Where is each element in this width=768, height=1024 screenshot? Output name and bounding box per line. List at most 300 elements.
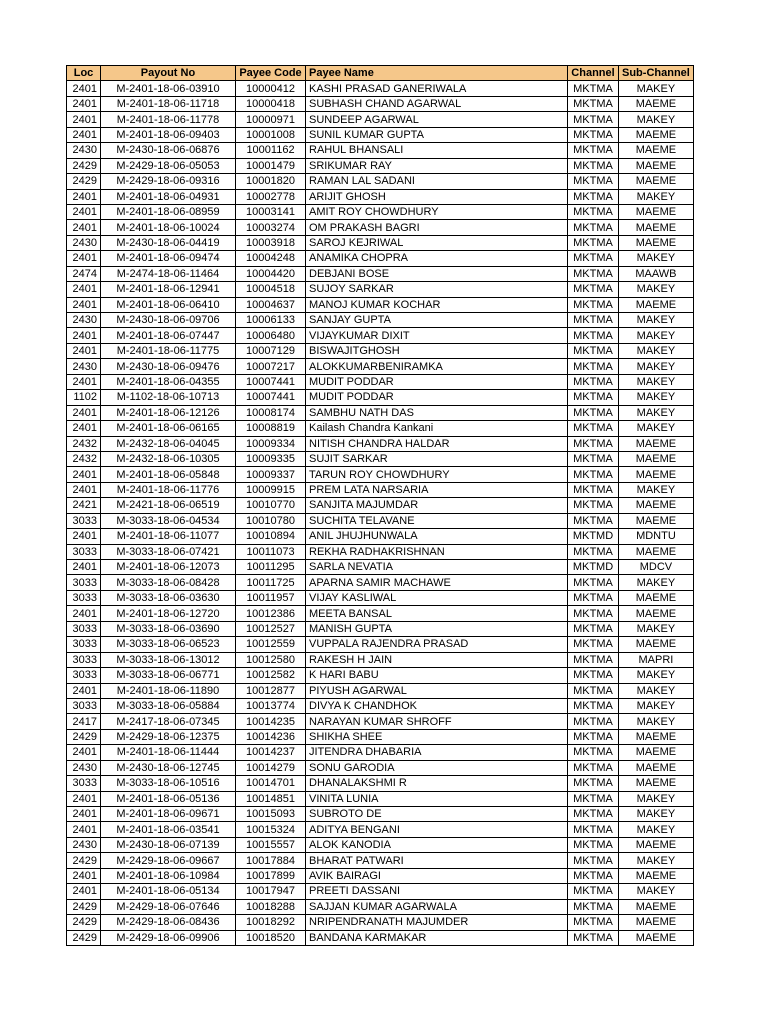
channel-cell: MKTMA — [568, 220, 619, 235]
payout-no-cell: M-3033-18-06-07421 — [101, 544, 236, 559]
table-row — [67, 606, 694, 621]
table-row — [67, 560, 694, 575]
loc-cell: 2429 — [67, 915, 101, 930]
channel-cell: MKTMA — [568, 81, 619, 96]
channel-cell: MKTMA — [568, 683, 619, 698]
channel-cell: MKTMA — [568, 606, 619, 621]
payee-name-cell: AVIK BAIRAGI — [306, 868, 568, 883]
payout-no-cell: M-3033-18-06-03630 — [101, 590, 236, 605]
payout-no-cell: M-3033-18-06-03690 — [101, 621, 236, 636]
payout-no-cell: M-2401-18-06-05848 — [101, 467, 236, 482]
table-row — [67, 297, 694, 312]
table-row — [67, 698, 694, 713]
payee-name-cell: SANJAY GUPTA — [306, 313, 568, 328]
channel-cell: MKTMA — [568, 698, 619, 713]
payout-no-cell: M-2430-18-06-09706 — [101, 313, 236, 328]
payout-no-cell: M-3033-18-06-06523 — [101, 637, 236, 652]
payout-no-cell: M-2401-18-06-10984 — [101, 868, 236, 883]
payee-code-cell: 10010770 — [236, 498, 306, 513]
sub-channel-cell: MAKEY — [619, 282, 694, 297]
channel-cell: MKTMA — [568, 637, 619, 652]
payee-code-cell: 10011725 — [236, 575, 306, 590]
payout-no-cell: M-2401-18-06-09474 — [101, 251, 236, 266]
payee-code-cell: 10015093 — [236, 807, 306, 822]
payout-no-cell: M-2432-18-06-04045 — [101, 436, 236, 451]
table-row — [67, 421, 694, 436]
payee-name-cell: MEETA BANSAL — [306, 606, 568, 621]
payee-code-cell: 10002778 — [236, 189, 306, 204]
loc-cell: 2401 — [67, 328, 101, 343]
payee-code-cell: 10014279 — [236, 760, 306, 775]
loc-cell: 2429 — [67, 158, 101, 173]
channel-cell: MKTMA — [568, 374, 619, 389]
loc-cell: 2401 — [67, 343, 101, 358]
loc-cell: 2421 — [67, 498, 101, 513]
sub-channel-cell: MAKEY — [619, 81, 694, 96]
sub-channel-cell: MAEME — [619, 297, 694, 312]
table-row — [67, 158, 694, 173]
table-row — [67, 374, 694, 389]
payee-name-cell: ALOKKUMARBENIRAMKA — [306, 359, 568, 374]
channel-cell: MKTMA — [568, 189, 619, 204]
sub-channel-cell: MAEME — [619, 760, 694, 775]
loc-cell: 3033 — [67, 637, 101, 652]
table-row — [67, 899, 694, 914]
payee-name-cell: SUNIL KUMAR GUPTA — [306, 127, 568, 142]
payee-name-cell: VUPPALA RAJENDRA PRASAD — [306, 637, 568, 652]
table-row — [67, 915, 694, 930]
loc-cell: 2401 — [67, 112, 101, 127]
sub-channel-cell: MAEME — [619, 127, 694, 142]
payout-no-cell: M-2432-18-06-10305 — [101, 451, 236, 466]
channel-cell: MKTMA — [568, 930, 619, 945]
channel-cell: MKTMA — [568, 807, 619, 822]
channel-cell: MKTMA — [568, 590, 619, 605]
loc-cell: 2432 — [67, 436, 101, 451]
table-row — [67, 359, 694, 374]
payout-no-cell: M-2401-18-06-05136 — [101, 791, 236, 806]
table-row — [67, 189, 694, 204]
sub-channel-cell: MAEME — [619, 606, 694, 621]
payout-no-cell: M-1102-18-06-10713 — [101, 390, 236, 405]
channel-cell: MKTMA — [568, 143, 619, 158]
sub-channel-cell: MAKEY — [619, 374, 694, 389]
payee-code-cell: 10006133 — [236, 313, 306, 328]
sub-channel-cell: MAKEY — [619, 482, 694, 497]
payout-no-cell: M-2401-18-06-06410 — [101, 297, 236, 312]
sub-channel-cell: MAKEY — [619, 390, 694, 405]
sub-channel-cell: MAEME — [619, 220, 694, 235]
channel-cell: MKTMA — [568, 884, 619, 899]
loc-cell: 2401 — [67, 791, 101, 806]
loc-cell: 2401 — [67, 421, 101, 436]
sub-channel-cell: MAPRI — [619, 652, 694, 667]
table-row — [67, 112, 694, 127]
sub-channel-cell: MAEME — [619, 174, 694, 189]
payout-no-cell: M-2401-18-06-11890 — [101, 683, 236, 698]
loc-cell: 2401 — [67, 127, 101, 142]
table-row — [67, 930, 694, 945]
table-row — [67, 436, 694, 451]
loc-cell: 3033 — [67, 621, 101, 636]
payee-name-cell: SAMBHU NATH DAS — [306, 405, 568, 420]
channel-cell: MKTMA — [568, 714, 619, 729]
sub-channel-cell: MAEME — [619, 899, 694, 914]
payee-name-cell: NARAYAN KUMAR SHROFF — [306, 714, 568, 729]
loc-cell: 2401 — [67, 807, 101, 822]
sub-channel-cell: MAEME — [619, 204, 694, 219]
sub-channel-cell: MAEME — [619, 915, 694, 930]
sub-channel-cell: MAKEY — [619, 668, 694, 683]
loc-cell: 3033 — [67, 698, 101, 713]
payee-code-cell: 10017947 — [236, 884, 306, 899]
payee-code-cell: 10001008 — [236, 127, 306, 142]
channel-cell: MKTMA — [568, 436, 619, 451]
payout-no-cell: M-2401-18-06-12073 — [101, 560, 236, 575]
payee-name-cell: ALOK KANODIA — [306, 837, 568, 852]
table-row — [67, 513, 694, 528]
payee-name-cell: SUBHASH CHAND AGARWAL — [306, 96, 568, 111]
table-row — [67, 343, 694, 358]
sub-channel-cell: MAKEY — [619, 575, 694, 590]
payout-no-cell: M-2401-18-06-04931 — [101, 189, 236, 204]
loc-cell: 2429 — [67, 853, 101, 868]
sub-channel-cell: MAEME — [619, 451, 694, 466]
table-row — [67, 251, 694, 266]
payout-no-cell: M-2401-18-06-06165 — [101, 421, 236, 436]
sub-channel-cell: MAKEY — [619, 359, 694, 374]
payout-no-cell: M-2429-18-06-09906 — [101, 930, 236, 945]
header-payee-name: Payee Name — [306, 66, 568, 81]
table-row — [67, 529, 694, 544]
sub-channel-cell: MAKEY — [619, 328, 694, 343]
payee-code-cell: 10009337 — [236, 467, 306, 482]
table-row — [67, 204, 694, 219]
sub-channel-cell: MAEME — [619, 513, 694, 528]
channel-cell: MKTMA — [568, 112, 619, 127]
table-row — [67, 837, 694, 852]
channel-cell: MKTMA — [568, 482, 619, 497]
loc-cell: 2401 — [67, 822, 101, 837]
channel-cell: MKTMA — [568, 343, 619, 358]
payee-code-cell: 10000971 — [236, 112, 306, 127]
payee-code-cell: 10015324 — [236, 822, 306, 837]
payee-code-cell: 10012386 — [236, 606, 306, 621]
sub-channel-cell: MAEME — [619, 96, 694, 111]
loc-cell: 2430 — [67, 359, 101, 374]
table-row — [67, 760, 694, 775]
channel-cell: MKTMA — [568, 235, 619, 250]
payee-name-cell: JITENDRA DHABARIA — [306, 745, 568, 760]
payee-code-cell: 10010894 — [236, 529, 306, 544]
payee-code-cell: 10018288 — [236, 899, 306, 914]
payout-no-cell: M-2401-18-06-12126 — [101, 405, 236, 420]
channel-cell: MKTMA — [568, 282, 619, 297]
table-row — [67, 482, 694, 497]
loc-cell: 2401 — [67, 282, 101, 297]
loc-cell: 2401 — [67, 220, 101, 235]
table-row — [67, 81, 694, 96]
sub-channel-cell: MAAWB — [619, 266, 694, 281]
table-row — [67, 328, 694, 343]
sub-channel-cell: MAEME — [619, 143, 694, 158]
sub-channel-cell: MAEME — [619, 837, 694, 852]
loc-cell: 3033 — [67, 652, 101, 667]
payout-no-cell: M-2417-18-06-07345 — [101, 714, 236, 729]
channel-cell: MKTMA — [568, 405, 619, 420]
payee-code-cell: 10009915 — [236, 482, 306, 497]
channel-cell: MKTMA — [568, 899, 619, 914]
payout-no-cell: M-2401-18-06-08959 — [101, 204, 236, 219]
sub-channel-cell: MAKEY — [619, 683, 694, 698]
payee-code-cell: 10008174 — [236, 405, 306, 420]
loc-cell: 2430 — [67, 837, 101, 852]
payee-name-cell: BANDANA KARMAKAR — [306, 930, 568, 945]
payout-no-cell: M-3033-18-06-05884 — [101, 698, 236, 713]
payout-no-cell: M-2401-18-06-03541 — [101, 822, 236, 837]
loc-cell: 2401 — [67, 204, 101, 219]
channel-cell: MKTMA — [568, 853, 619, 868]
payee-code-cell: 10004637 — [236, 297, 306, 312]
table-row — [67, 807, 694, 822]
payout-no-cell: M-2429-18-06-12375 — [101, 729, 236, 744]
table-row — [67, 729, 694, 744]
channel-cell: MKTMA — [568, 621, 619, 636]
payout-no-cell: M-2401-18-06-07447 — [101, 328, 236, 343]
payee-code-cell: 10012527 — [236, 621, 306, 636]
payee-name-cell: PREM LATA NARSARIA — [306, 482, 568, 497]
payout-no-cell: M-2401-18-06-11077 — [101, 529, 236, 544]
sub-channel-cell: MAKEY — [619, 853, 694, 868]
loc-cell: 3033 — [67, 668, 101, 683]
table-body — [67, 81, 694, 946]
payout-no-cell: M-2401-18-06-12720 — [101, 606, 236, 621]
payee-code-cell: 10001479 — [236, 158, 306, 173]
payee-name-cell: VIJAY KASLIWAL — [306, 590, 568, 605]
loc-cell: 2401 — [67, 374, 101, 389]
payee-code-cell: 10011295 — [236, 560, 306, 575]
payee-name-cell: RAMAN LAL SADANI — [306, 174, 568, 189]
payee-name-cell: PIYUSH AGARWAL — [306, 683, 568, 698]
payee-code-cell: 10009334 — [236, 436, 306, 451]
payout-no-cell: M-2401-18-06-04355 — [101, 374, 236, 389]
payout-no-cell: M-2429-18-06-07646 — [101, 899, 236, 914]
payee-code-cell: 10001820 — [236, 174, 306, 189]
payee-name-cell: SARLA NEVATIA — [306, 560, 568, 575]
payee-name-cell: MANISH GUPTA — [306, 621, 568, 636]
sub-channel-cell: MAKEY — [619, 791, 694, 806]
channel-cell: MKTMA — [568, 127, 619, 142]
payee-code-cell: 10003918 — [236, 235, 306, 250]
payout-no-cell: M-2401-18-06-09671 — [101, 807, 236, 822]
sub-channel-cell: MAEME — [619, 745, 694, 760]
sub-channel-cell: MAEME — [619, 158, 694, 173]
table-row — [67, 282, 694, 297]
payout-no-cell: M-2401-18-06-11444 — [101, 745, 236, 760]
loc-cell: 2401 — [67, 745, 101, 760]
loc-cell: 2432 — [67, 451, 101, 466]
sub-channel-cell: MAKEY — [619, 189, 694, 204]
payee-name-cell: SUCHITA TELAVANE — [306, 513, 568, 528]
table-row — [67, 313, 694, 328]
loc-cell: 2401 — [67, 560, 101, 575]
payout-no-cell: M-3033-18-06-08428 — [101, 575, 236, 590]
payout-no-cell: M-2429-18-06-09667 — [101, 853, 236, 868]
payout-no-cell: M-2474-18-06-11464 — [101, 266, 236, 281]
sub-channel-cell: MAKEY — [619, 112, 694, 127]
channel-cell: MKTMA — [568, 251, 619, 266]
payee-name-cell: SONU GARODIA — [306, 760, 568, 775]
channel-cell: MKTMA — [568, 729, 619, 744]
loc-cell: 3033 — [67, 776, 101, 791]
loc-cell: 2401 — [67, 189, 101, 204]
table-row — [67, 544, 694, 559]
payee-code-cell: 10007441 — [236, 390, 306, 405]
payee-code-cell: 10014235 — [236, 714, 306, 729]
payout-no-cell: M-2401-18-06-05134 — [101, 884, 236, 899]
sub-channel-cell: MAKEY — [619, 421, 694, 436]
table-header — [67, 66, 694, 81]
payout-no-cell: M-2429-18-06-08436 — [101, 915, 236, 930]
payee-name-cell: OM PRAKASH BAGRI — [306, 220, 568, 235]
sub-channel-cell: MAKEY — [619, 714, 694, 729]
payee-name-cell: NITISH CHANDRA HALDAR — [306, 436, 568, 451]
table-row — [67, 220, 694, 235]
loc-cell: 3033 — [67, 575, 101, 590]
payee-name-cell: AMIT ROY CHOWDHURY — [306, 204, 568, 219]
payout-no-cell: M-2401-18-06-11778 — [101, 112, 236, 127]
payee-code-cell: 10003141 — [236, 204, 306, 219]
payee-name-cell: BISWAJITGHOSH — [306, 343, 568, 358]
loc-cell: 2429 — [67, 729, 101, 744]
header-payee-code: Payee Code — [236, 66, 306, 81]
payee-name-cell: SANJITA MAJUMDAR — [306, 498, 568, 513]
payee-name-cell: DIVYA K CHANDHOK — [306, 698, 568, 713]
payout-no-cell: M-2401-18-06-12941 — [101, 282, 236, 297]
header-loc: Loc — [67, 66, 101, 81]
payee-code-cell: 10013774 — [236, 698, 306, 713]
channel-cell: MKTMA — [568, 421, 619, 436]
payee-name-cell: VINITA LUNIA — [306, 791, 568, 806]
payout-no-cell: M-3033-18-06-04534 — [101, 513, 236, 528]
loc-cell: 2430 — [67, 313, 101, 328]
payout-no-cell: M-2401-18-06-11718 — [101, 96, 236, 111]
loc-cell: 2430 — [67, 760, 101, 775]
payee-code-cell: 10011073 — [236, 544, 306, 559]
channel-cell: MKTMA — [568, 745, 619, 760]
channel-cell: MKTMA — [568, 174, 619, 189]
payee-code-cell: 10004420 — [236, 266, 306, 281]
payee-name-cell: SAJJAN KUMAR AGARWALA — [306, 899, 568, 914]
sub-channel-cell: MAKEY — [619, 405, 694, 420]
payee-code-cell: 10003274 — [236, 220, 306, 235]
loc-cell: 2401 — [67, 884, 101, 899]
payee-code-cell: 10014701 — [236, 776, 306, 791]
loc-cell: 2401 — [67, 467, 101, 482]
table-row — [67, 745, 694, 760]
sub-channel-cell: MAEME — [619, 590, 694, 605]
payee-name-cell: SAROJ KEJRIWAL — [306, 235, 568, 250]
table-row — [67, 174, 694, 189]
channel-cell: MKTMA — [568, 760, 619, 775]
payee-code-cell: 10012559 — [236, 637, 306, 652]
payee-code-cell: 10000418 — [236, 96, 306, 111]
loc-cell: 2401 — [67, 251, 101, 266]
loc-cell: 2401 — [67, 96, 101, 111]
payee-name-cell: ANIL JHUJHUNWALA — [306, 529, 568, 544]
table-row — [67, 467, 694, 482]
payee-name-cell: Kailash Chandra Kankani — [306, 421, 568, 436]
payee-code-cell: 10012877 — [236, 683, 306, 698]
payee-code-cell: 10014237 — [236, 745, 306, 760]
sub-channel-cell: MAKEY — [619, 251, 694, 266]
channel-cell: MKTMA — [568, 868, 619, 883]
channel-cell: MKTMA — [568, 204, 619, 219]
loc-cell: 2401 — [67, 606, 101, 621]
channel-cell: MKTMA — [568, 390, 619, 405]
table-row — [67, 668, 694, 683]
loc-cell: 2429 — [67, 930, 101, 945]
payee-name-cell: MANOJ KUMAR KOCHAR — [306, 297, 568, 312]
loc-cell: 2401 — [67, 81, 101, 96]
channel-cell: MKTMA — [568, 652, 619, 667]
table-row — [67, 884, 694, 899]
sub-channel-cell: MAKEY — [619, 884, 694, 899]
payee-code-cell: 10007129 — [236, 343, 306, 358]
payout-no-cell: M-2401-18-06-11775 — [101, 343, 236, 358]
payee-name-cell: DEBJANI BOSE — [306, 266, 568, 281]
table-row — [67, 405, 694, 420]
table-row — [67, 451, 694, 466]
sub-channel-cell: MDCV — [619, 560, 694, 575]
sub-channel-cell: MDNTU — [619, 529, 694, 544]
payee-name-cell: ANAMIKA CHOPRA — [306, 251, 568, 266]
payee-code-cell: 10004518 — [236, 282, 306, 297]
sub-channel-cell: MAEME — [619, 235, 694, 250]
payee-name-cell: MUDIT PODDAR — [306, 374, 568, 389]
channel-cell: MKTMA — [568, 837, 619, 852]
channel-cell: MKTMA — [568, 915, 619, 930]
loc-cell: 2401 — [67, 868, 101, 883]
payee-name-cell: ARIJIT GHOSH — [306, 189, 568, 204]
sub-channel-cell: MAEME — [619, 544, 694, 559]
payout-no-cell: M-2401-18-06-09403 — [101, 127, 236, 142]
payee-name-cell: SUNDEEP AGARWAL — [306, 112, 568, 127]
table-row — [67, 776, 694, 791]
sub-channel-cell: MAKEY — [619, 698, 694, 713]
sub-channel-cell: MAEME — [619, 868, 694, 883]
channel-cell: MKTMA — [568, 544, 619, 559]
payee-code-cell: 10004248 — [236, 251, 306, 266]
payee-name-cell: MUDIT PODDAR — [306, 390, 568, 405]
channel-cell: MKTMA — [568, 467, 619, 482]
payee-name-cell: BHARAT PATWARI — [306, 853, 568, 868]
payee-name-cell: KASHI PRASAD GANERIWALA — [306, 81, 568, 96]
channel-cell: MKTMA — [568, 451, 619, 466]
loc-cell: 2401 — [67, 405, 101, 420]
payout-table — [66, 65, 694, 946]
sub-channel-cell: MAKEY — [619, 313, 694, 328]
channel-cell: MKTMA — [568, 266, 619, 281]
channel-cell: MKTMA — [568, 313, 619, 328]
table-row — [67, 822, 694, 837]
payee-code-cell: 10009335 — [236, 451, 306, 466]
channel-cell: MKTMA — [568, 575, 619, 590]
payout-no-cell: M-2430-18-06-12745 — [101, 760, 236, 775]
header-sub-channel: Sub-Channel — [619, 66, 694, 81]
sub-channel-cell: MAEME — [619, 776, 694, 791]
payee-code-cell: 10007217 — [236, 359, 306, 374]
